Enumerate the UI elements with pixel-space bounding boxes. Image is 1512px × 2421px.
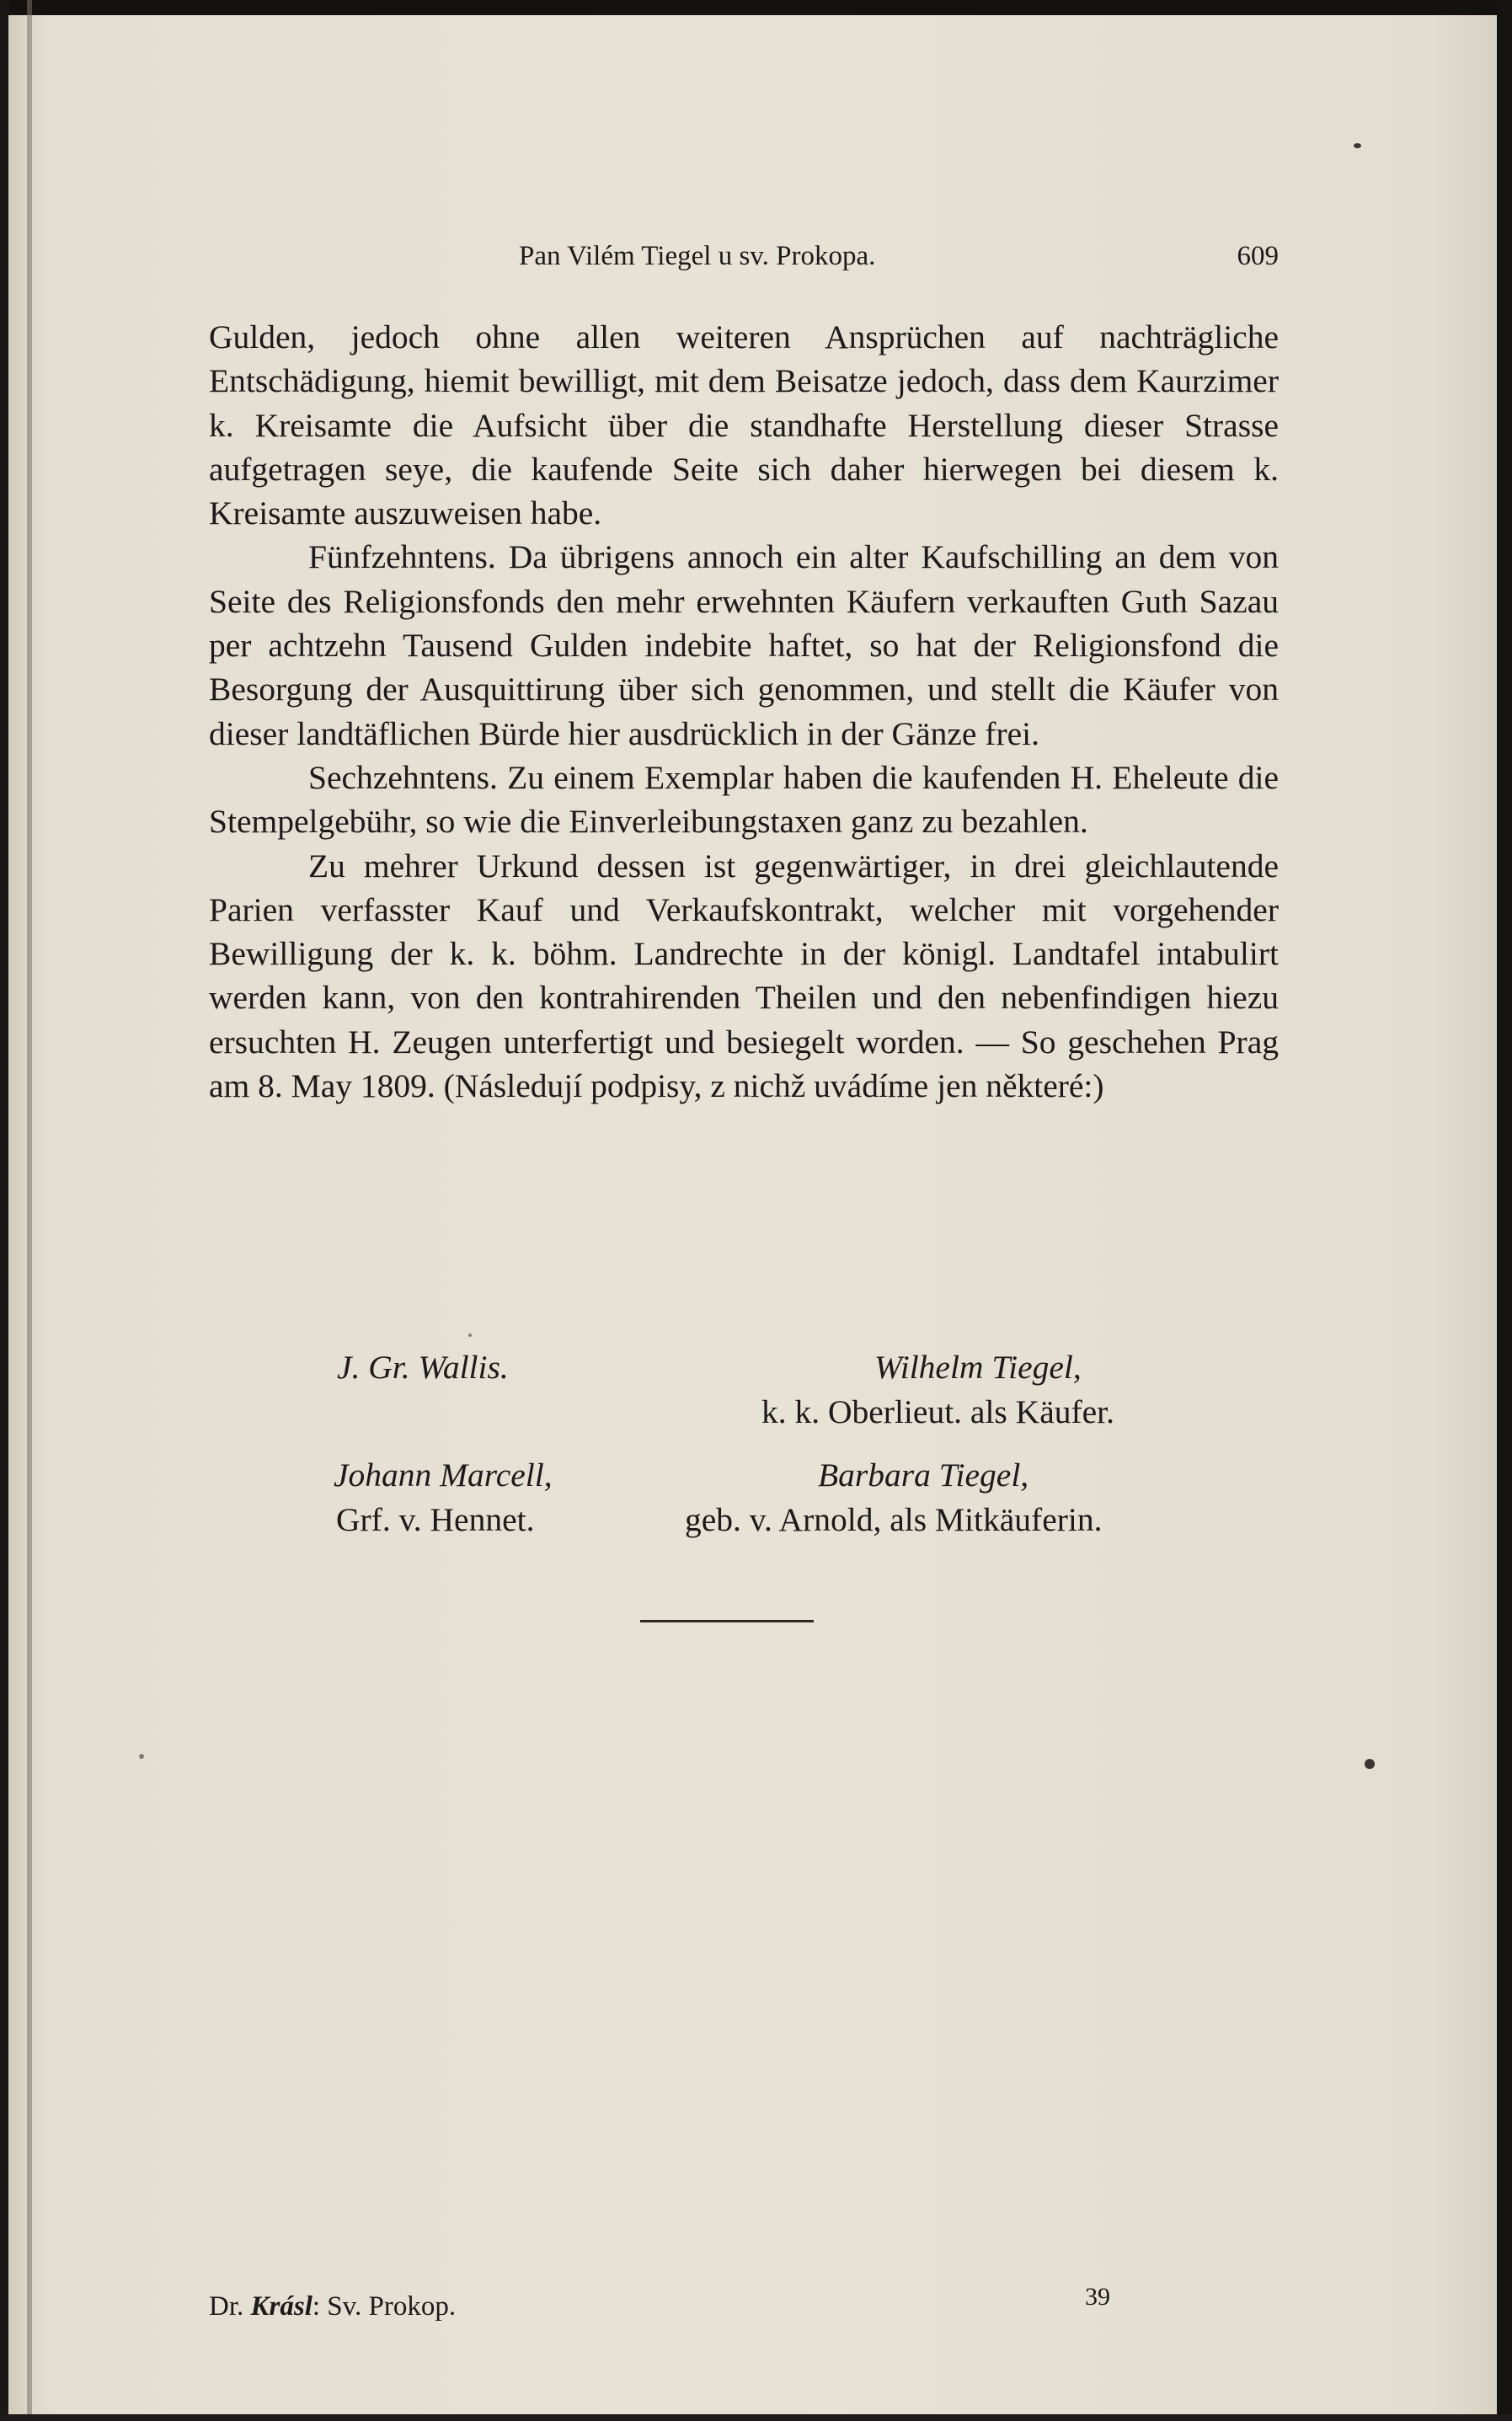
running-head-title: Pan Vilém Tiegel u sv. Prokopa. — [519, 241, 876, 271]
signature-mark: 39 — [1085, 2283, 1110, 2311]
footer-author — [209, 2291, 456, 2322]
signature-wallis — [337, 1345, 509, 1390]
book-title: Sv. Prokop. — [327, 2291, 457, 2322]
signature-title: k. k. Oberlieut. als Käufer. — [761, 1393, 1115, 1430]
paragraph: Zu mehrer Urkund dessen ist gegenwärtiger, in drei gleichlautende Parien verfasster Kauf und Verkaufskontrakt, welcher mit vorgehender Bewilligung der k. k. böhm. Landrechte in der königl. Landtafel intabulirt werden kann, von den kontrahirenden Theilen und den nebenfindigen hiezu ersuchten H. Zeugen unterfertigt und besiegelt worden. — So geschehen Prag am 8. May 1809. (Následují podpisy, z nichž uvádíme jen některé:) — [209, 847, 1279, 1105]
scan-edge-right — [1497, 0, 1512, 2421]
paragraph: Fünfzehntens. Da übrigens annoch ein alter Kaufschilling an dem von Seite des Religionsfonds den mehr erwehnten Käufern verkauften Guth Sazau per achtzehn Tausend Gulden indebite haftet, so hat der Religionsfond die Besorgung der Ausquittirung über sich genommen, und stellt die Käufer von dieser landtäflichen Bürde hier ausdrücklich in der Gänze frei. — [209, 538, 1279, 752]
footer — [209, 2283, 1279, 2328]
signature-marcell — [334, 1453, 553, 1542]
binding-shadow-left — [27, 0, 32, 2421]
paper-speck — [1365, 1759, 1375, 1769]
signature-barbara-tiegel — [685, 1453, 1103, 1542]
body-text — [209, 315, 1279, 1108]
paragraph: Gulden, jedoch ohne allen weiteren Ansprüchen auf nachträgliche Entschädigung, hiemit bewilligt, mit dem Beisatze jedoch, dass dem Kaurzimer k. Kreisamte die Aufsicht über die standhafte Herstellung dieser Strasse aufgetragen seye, die kaufende Seite sich daher hierwegen bei diesem k. Kreisamte auszuweisen habe. — [209, 318, 1279, 532]
scan-edge-top — [0, 0, 1512, 15]
running-head — [209, 241, 1279, 278]
signature-name: Barbara Tiegel, — [818, 1456, 1029, 1494]
author-name: Krásl — [250, 2291, 313, 2322]
author-separator: : — [312, 2291, 321, 2322]
paper-speck — [1354, 143, 1361, 148]
page-number: 609 — [1237, 241, 1279, 271]
signature-name: Johann Marcell, — [334, 1456, 553, 1494]
author-prefix: Dr. — [209, 2291, 244, 2322]
paragraph: Sechzehntens. Zu einem Exemplar haben die kaufenden H. Eheleute die Stempelgebühr, so wie die Einverleibungstaxen ganz zu bezahlen. — [209, 758, 1279, 841]
closing-rule — [640, 1620, 814, 1622]
signature-name: J. Gr. Wallis. — [337, 1349, 509, 1386]
paper-speck — [468, 1333, 472, 1337]
scan-edge-bottom — [0, 2414, 1512, 2421]
signature-title: geb. v. Arnold, als Mitkäuferin. — [685, 1501, 1103, 1538]
signature-title: Grf. v. Hennet. — [336, 1501, 535, 1538]
binding-edge-left — [0, 0, 8, 2421]
signature-wilhelm-tiegel — [761, 1345, 1114, 1435]
signature-name: Wilhelm Tiegel, — [874, 1349, 1082, 1386]
paper-speck — [139, 1754, 144, 1759]
